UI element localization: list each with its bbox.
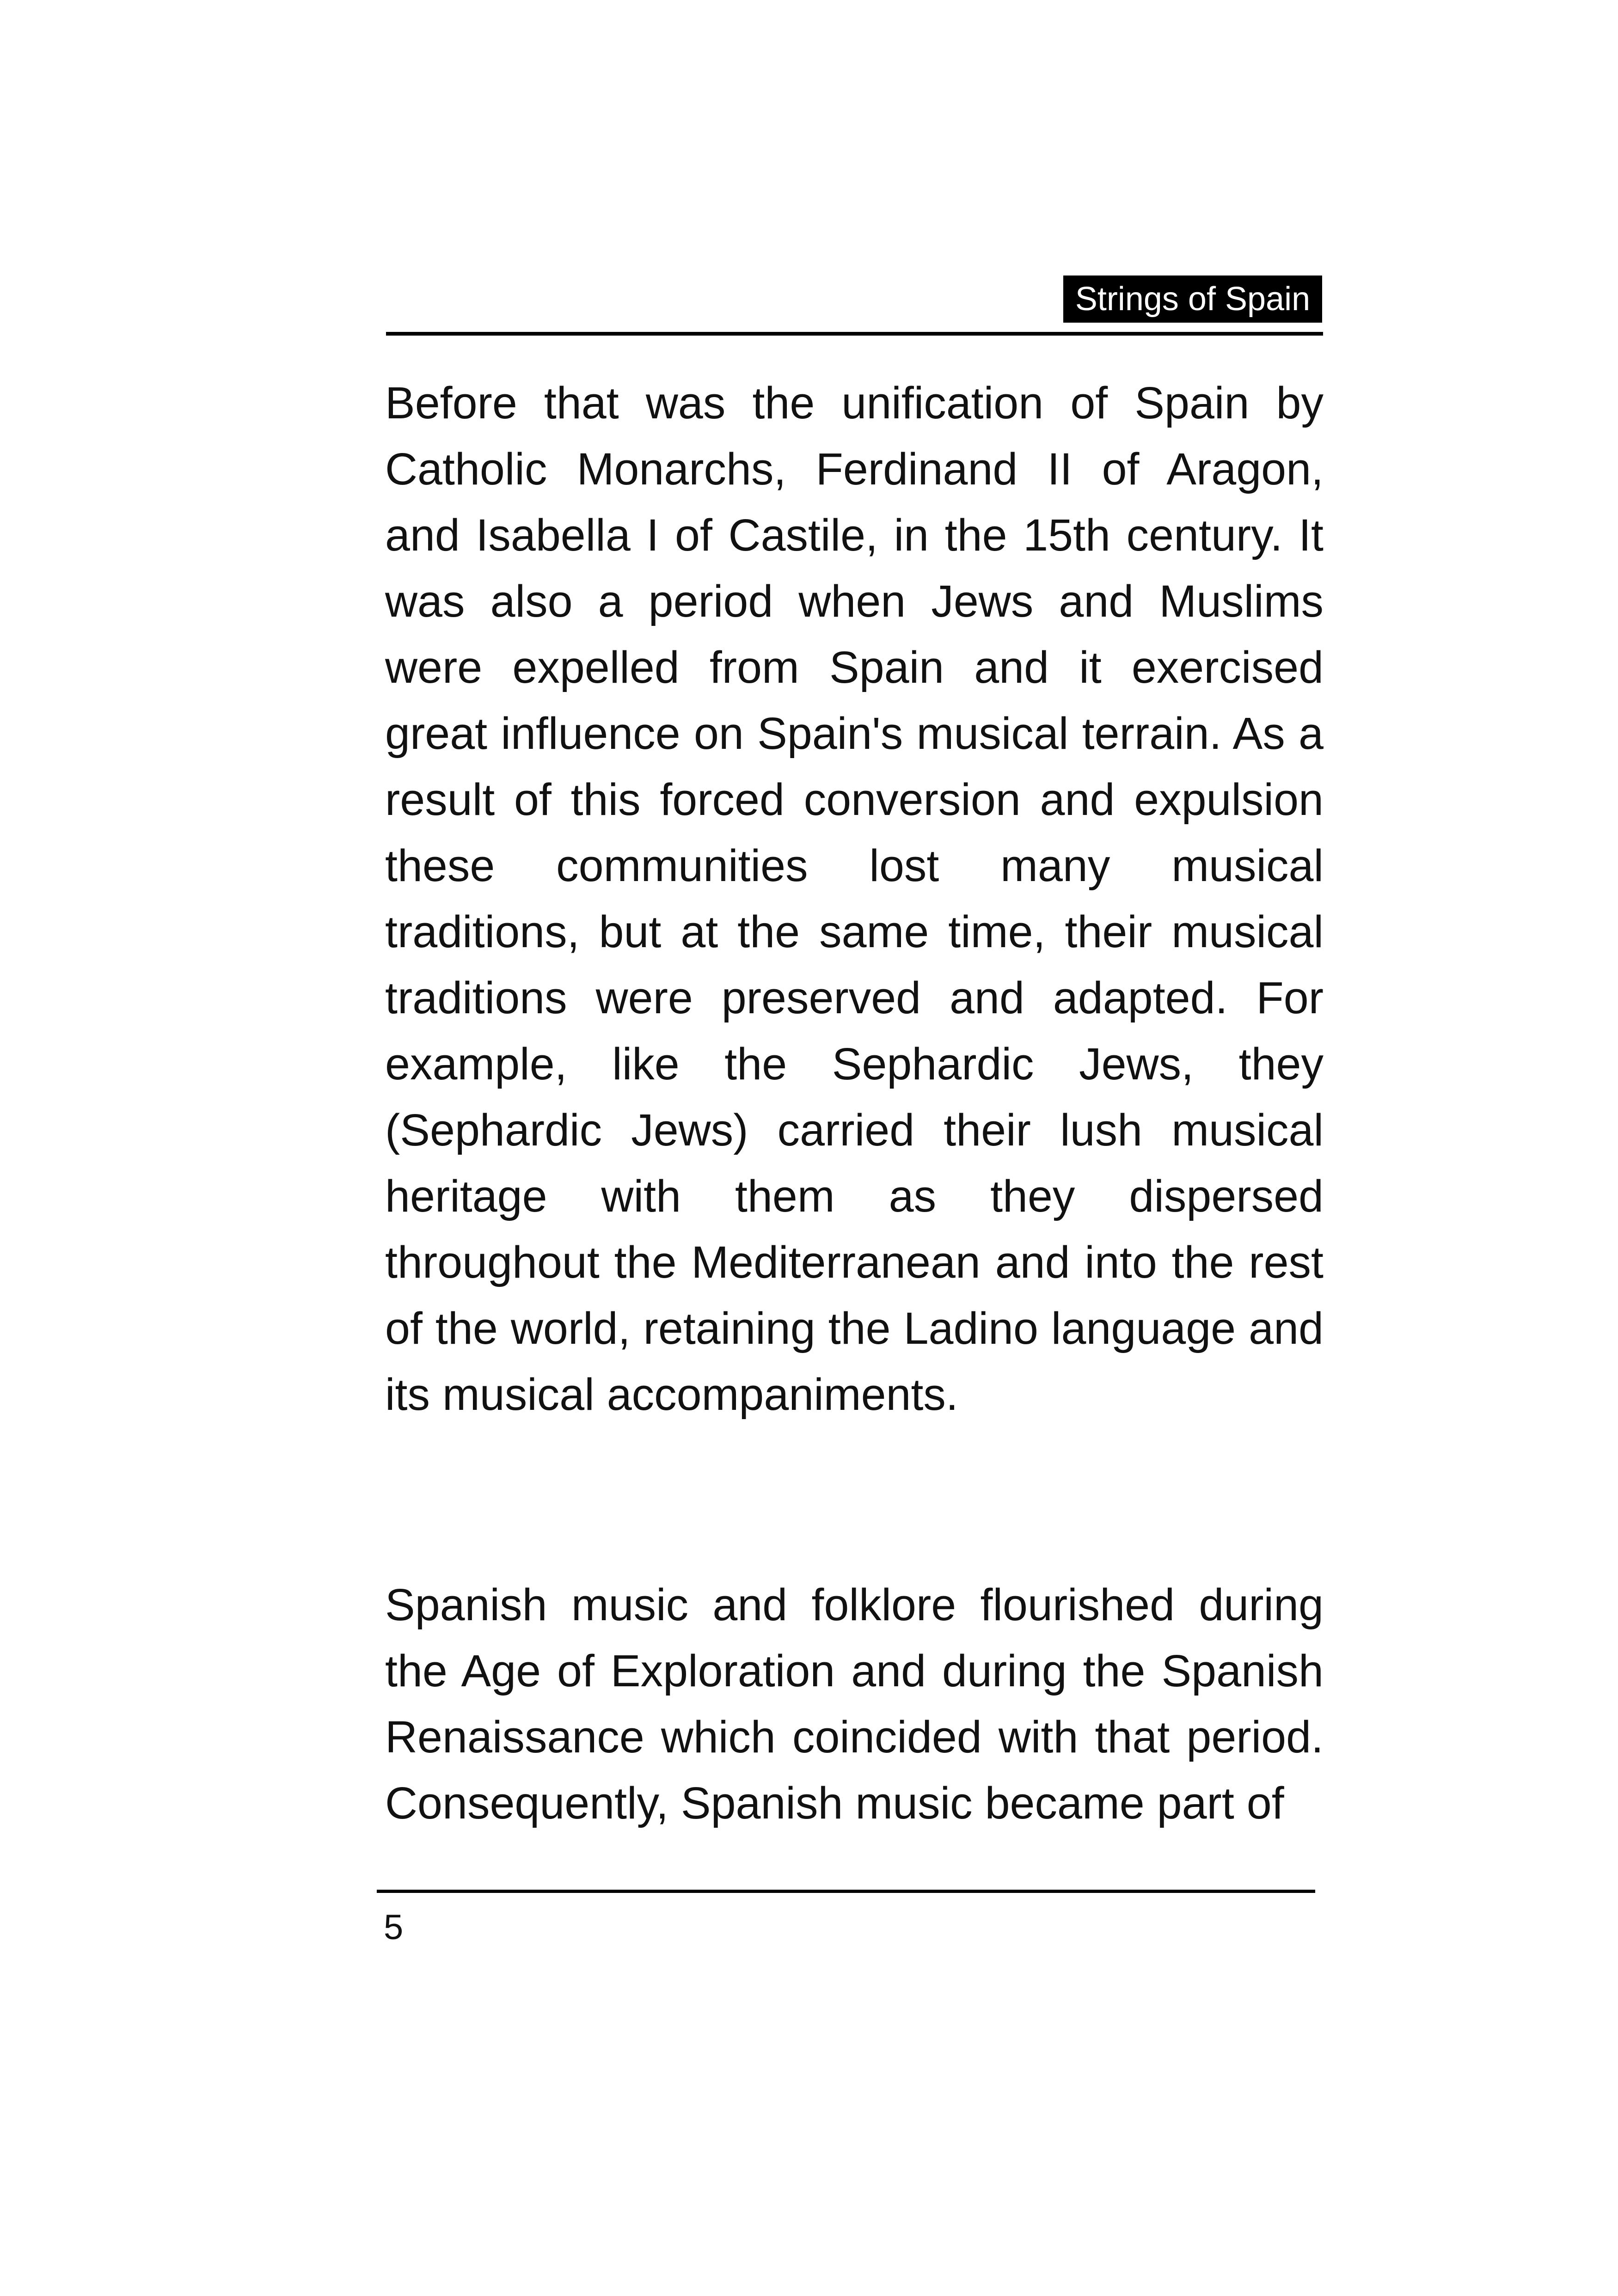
body-paragraph: Before that was the unification of Spain by Catholic Monarchs, Ferdinand II of Aragon, and Isabella I of Castile, in the 15th century. It was also a period when Jews and Muslims were expelled from Spain and it exercised great influence on Spain's musical terrain. As a result of this forced conversion and expulsion these communities lost many musical traditions, but at the same time, their musical traditions were preserved and adapted. For example, like the Sephardic Jews, they (Sephardic Jews) carried their lush musical heritage with them as they dispersed throughout the Mediterranean and into the rest of the world, retaining the Ladino language and its musical accompaniments. bbox=[385, 378, 1324, 1420]
body-paragraph: Spanish music and folklore flourished during the Age of Exploration and during the Spanish Renaissance which coincided with that period. Consequently, Spanish music became part of bbox=[385, 1580, 1324, 1828]
header-rule bbox=[386, 332, 1323, 336]
page-number: 5 bbox=[384, 1908, 404, 1947]
footer-rule bbox=[377, 1890, 1315, 1893]
running-header-title: Strings of Spain bbox=[1063, 276, 1322, 323]
